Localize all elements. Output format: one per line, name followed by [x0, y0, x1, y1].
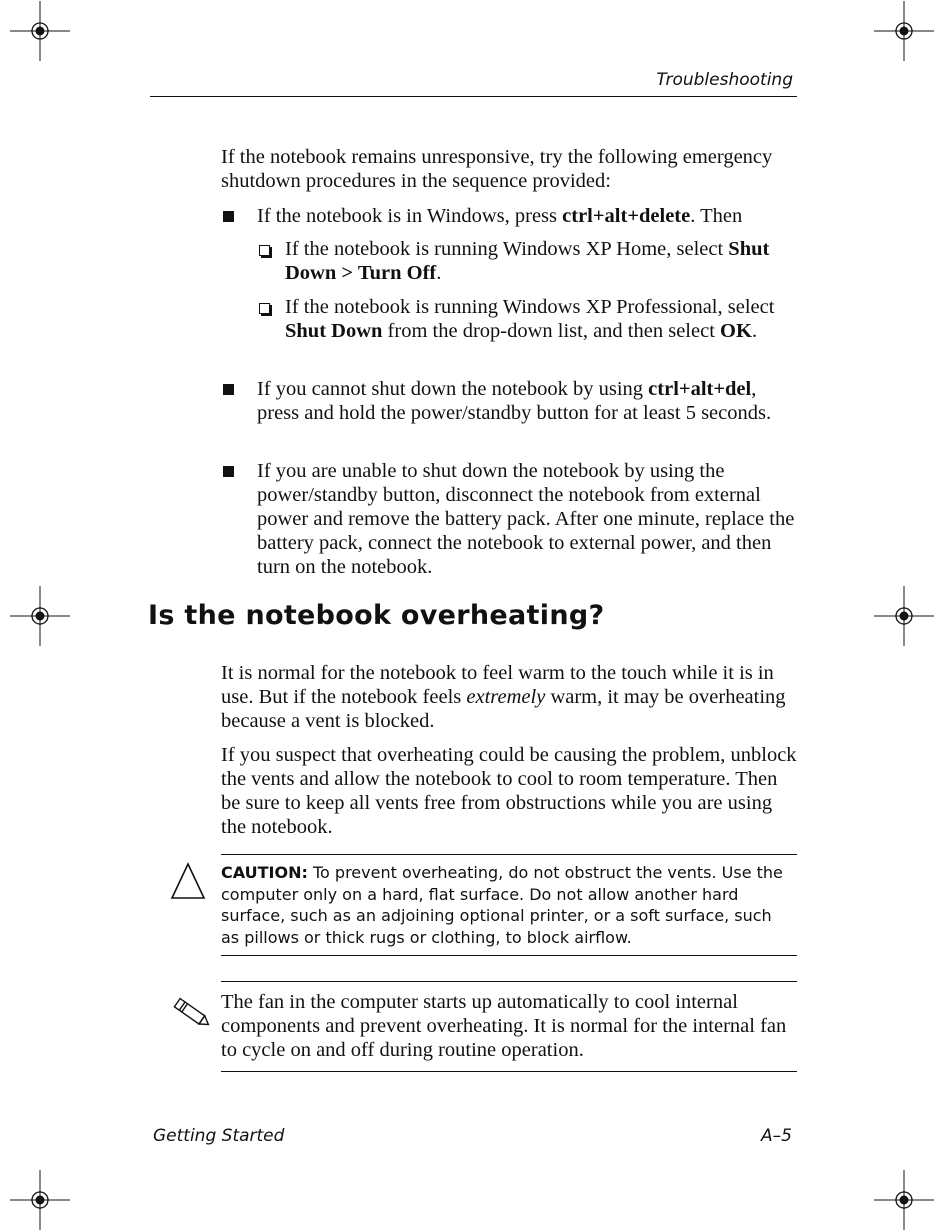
note-top-rule	[221, 981, 797, 982]
bullet-text: If you cannot shut down the notebook by using ctrl+alt+del, press and hold the power/standby button for at least 5 seconds.	[257, 378, 772, 424]
registration-mark-icon	[874, 586, 934, 646]
square-bullet-icon	[223, 466, 234, 477]
list-item	[221, 459, 801, 579]
checkbox-bullet-icon	[259, 245, 270, 256]
caution-top-rule	[221, 854, 797, 855]
sub-list-item	[257, 237, 797, 285]
sub-item-text: If the notebook is running Windows XP Home, select Shut Down > Turn Off.	[285, 238, 770, 284]
bullet-text: If the notebook is in Windows, press ctrl+alt+delete. Then	[257, 205, 743, 227]
list-item	[221, 377, 801, 449]
note-bottom-rule	[221, 1071, 797, 1072]
intro-paragraph: If the notebook remains unresponsive, try the following emergency shutdown procedures in the sequence provided:	[221, 146, 773, 192]
header-rule	[150, 96, 797, 97]
registration-mark-icon	[10, 1170, 70, 1230]
overheating-advice-paragraph: If you suspect that overheating could be causing the problem, unblock the vents and allow the notebook to cool to room temperature. Then be sure to keep all vents free from obstructions while you are using the notebook.	[221, 744, 797, 838]
bullet-text: If you are unable to shut down the notebook by using the power/standby button, disconnect the notebook from external power and remove the battery pack. After one minute, replace the battery pack, connect the notebook to external power, and then turn on the notebook.	[257, 460, 795, 578]
checkbox-bullet-icon	[259, 303, 270, 314]
square-bullet-icon	[223, 384, 234, 395]
registration-mark-icon	[10, 586, 70, 646]
running-head-title: Troubleshooting	[656, 70, 793, 90]
warning-triangle-icon	[170, 862, 206, 900]
page-number: A–5	[761, 1126, 792, 1146]
note-text: The fan in the computer starts up automatically to cool internal components and prevent overheating. It is normal for the internal fan to cycle on and off during routine operation.	[221, 991, 787, 1061]
overheating-paragraph: It is normal for the notebook to feel warm to the touch while it is in use. But if the notebook feels extremely warm, it may be overheating because a vent is blocked.	[221, 662, 786, 732]
footer-book-title: Getting Started	[153, 1126, 285, 1146]
square-bullet-icon	[223, 211, 234, 222]
sub-list-item	[257, 295, 797, 367]
registration-mark-icon	[874, 1170, 934, 1230]
sub-item-text: If the notebook is running Windows XP Professional, select Shut Down from the drop-down list, and then select OK.	[285, 296, 775, 342]
caution-bottom-rule	[221, 955, 797, 956]
list-item	[221, 204, 801, 228]
pencil-note-icon	[170, 996, 214, 1030]
section-heading: Is the notebook overheating?	[148, 600, 605, 631]
caution-text: CAUTION: To prevent overheating, do not obstruct the vents. Use the computer only on a hard, flat surface. Do not allow another hard surface, such as an adjoining optional printer, or a soft surface, such as pillows or thick rugs or clothing, to block airflow.	[221, 863, 783, 947]
registration-mark-icon	[10, 1, 70, 61]
registration-mark-icon	[874, 1, 934, 61]
